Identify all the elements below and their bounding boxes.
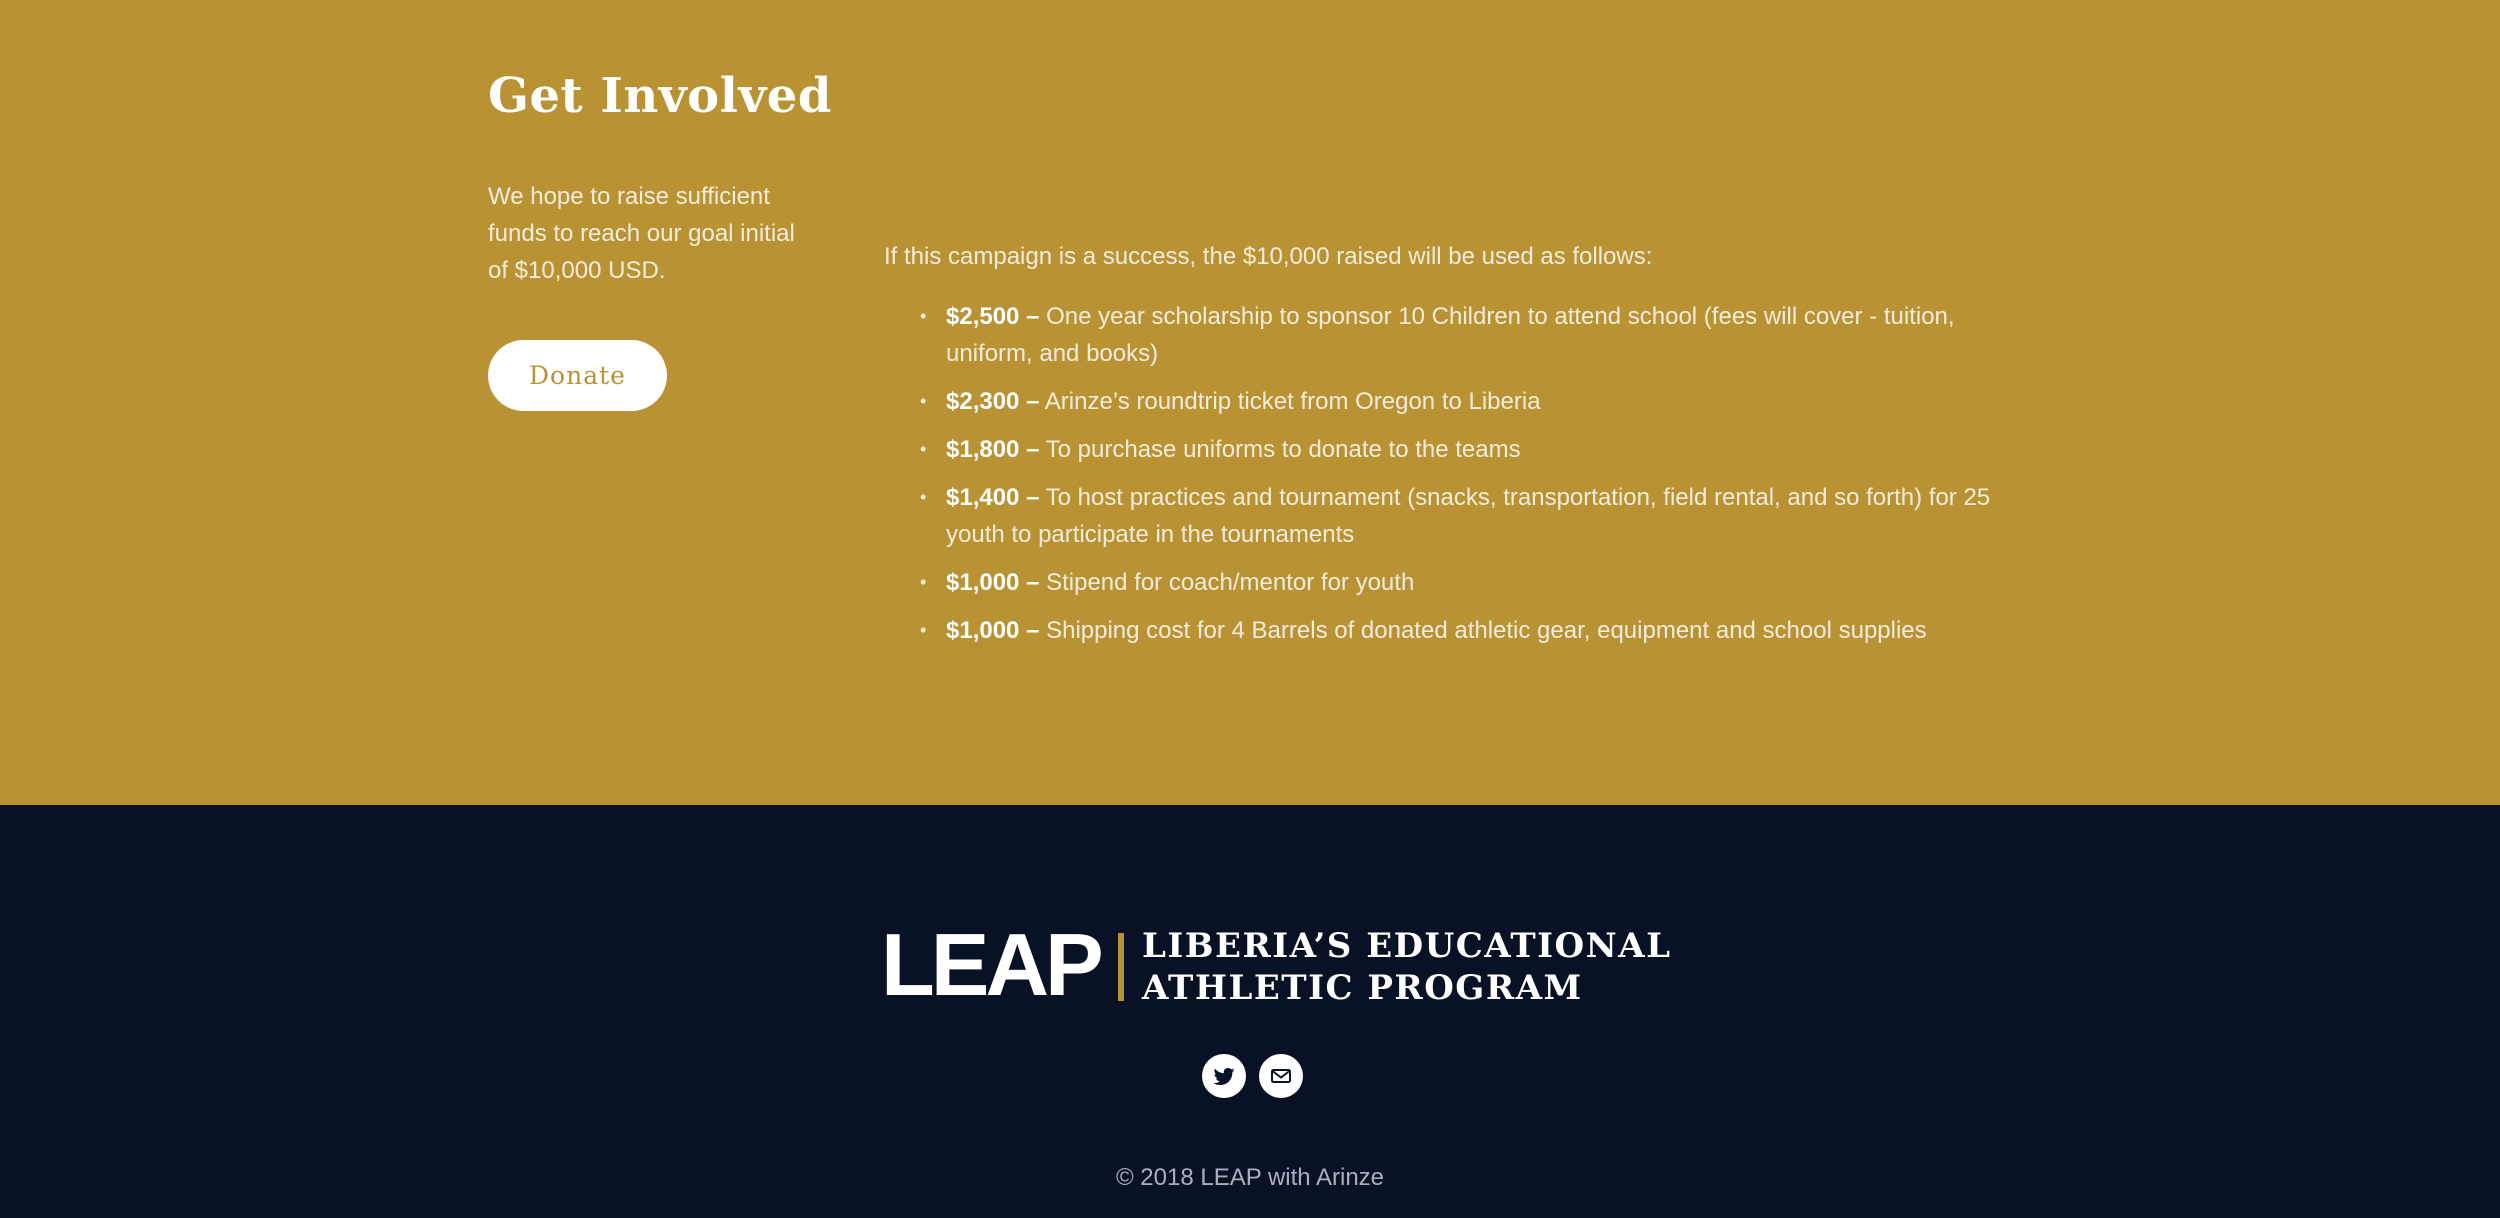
copyright-text: © 2018 LEAP with Arinze bbox=[1115, 1164, 1385, 1191]
logo-wordmark bbox=[1142, 925, 1672, 1009]
item-amount: $1,000 – bbox=[946, 569, 1040, 596]
list-item bbox=[946, 479, 2014, 553]
fund-uses-list bbox=[884, 298, 2014, 660]
list-item bbox=[946, 612, 2014, 649]
item-description: Arinze’s roundtrip ticket from Oregon to Liberia bbox=[1044, 388, 1541, 415]
section-title: Get Involved bbox=[488, 68, 832, 124]
donate-button[interactable]: Donate bbox=[488, 340, 667, 411]
site-footer bbox=[0, 805, 2500, 1218]
item-amount: $1,800 – bbox=[946, 436, 1040, 463]
email-button[interactable] bbox=[1259, 1054, 1303, 1098]
item-description: Stipend for coach/mentor for youth bbox=[1046, 569, 1415, 596]
item-description: To purchase uniforms to donate to the teams bbox=[1045, 436, 1521, 463]
list-item bbox=[946, 431, 2014, 468]
list-item bbox=[946, 383, 2014, 420]
item-description: Shipping cost for 4 Barrels of donated athletic gear, equipment and school supplies bbox=[1046, 617, 1927, 644]
item-description: To host practices and tournament (snacks, transportation, field rental, and so forth) for 25 youth to participate in the tournaments bbox=[946, 484, 1991, 548]
list-item bbox=[946, 298, 2014, 372]
mail-icon bbox=[1269, 1064, 1293, 1088]
item-amount: $2,300 – bbox=[946, 388, 1040, 415]
logo-line-1: LIBERIA’S EDUCATIONAL bbox=[1142, 926, 1672, 966]
list-item bbox=[946, 564, 2014, 601]
intro-text: We hope to raise sufficient funds to reach our goal initial of $10,000 USD. bbox=[488, 183, 795, 284]
twitter-button[interactable] bbox=[1202, 1054, 1246, 1098]
item-amount: $2,500 – bbox=[946, 303, 1040, 330]
campaign-lead-text: If this campaign is a success, the $10,000 raised will be used as follows: bbox=[884, 243, 1653, 270]
item-amount: $1,000 – bbox=[946, 617, 1040, 644]
twitter-icon bbox=[1212, 1064, 1236, 1088]
item-amount: $1,400 – bbox=[946, 484, 1040, 511]
logo-mark: LEAP bbox=[881, 915, 1100, 1014]
logo-line-2: ATHLETIC PROGRAM bbox=[1142, 968, 1583, 1008]
item-description: One year scholarship to sponsor 10 Children to attend school (fees will cover - tuition, uniform, and books) bbox=[946, 303, 1955, 367]
logo-divider bbox=[1118, 933, 1124, 1001]
